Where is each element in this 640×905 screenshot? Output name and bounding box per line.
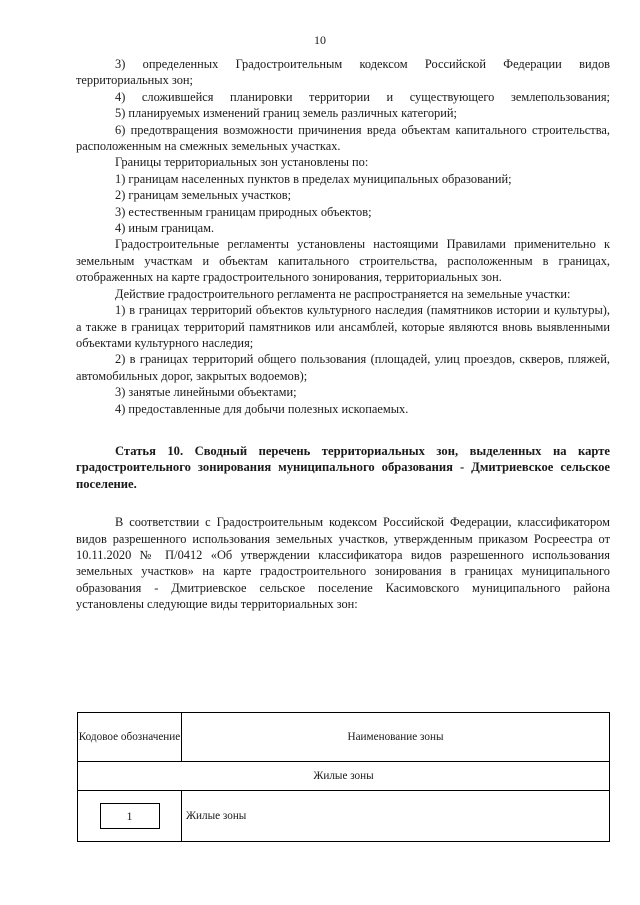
- zone-name-cell: Жилые зоны: [182, 791, 610, 842]
- paragraph: 4) предоставленные для добычи полезных ископаемых.: [115, 401, 409, 416]
- document-body: [76, 56, 610, 613]
- paragraph: 3) определенных Градостроительным кодексом Российской Федерации видов территориальных зон;: [76, 57, 610, 88]
- header-name-cell: Наименование зоны: [182, 713, 610, 762]
- paragraph: Действие градостроительного регламента не распространяется на земельные участки:: [115, 286, 571, 301]
- paragraph: 4) иным границам.: [115, 221, 215, 236]
- zone-code-cell: [78, 791, 182, 842]
- paragraph: 5) планируемых изменений границ земель различных категорий;: [115, 106, 457, 121]
- paragraph: 2) границам земельных участков;: [115, 188, 292, 203]
- paragraph: 6) предотвращения возможности причинения вреда объектам капитального строительства, расположенным на смежных земельных участках.: [76, 122, 610, 154]
- paragraph: 4) сложившейся планировки территории и существующего землепользования;: [115, 89, 610, 104]
- table-row: [78, 791, 610, 842]
- zone-code-box: 1: [100, 803, 160, 829]
- section-title-cell: Жилые зоны: [78, 762, 610, 791]
- paragraph: 1) границам населенных пунктов в пределах муниципальных образований;: [115, 171, 512, 186]
- intro-paragraph: В соответствии с Градостроительным кодексом Российской Федерации, классификатором видов разрешенного использования земельных участков, утвержденным приказом Росреестра от 10.11.2020 № П/0412 «Об утверждении классификатора видов разрешенного использования земельных участков» на карте градостроительного зонирования в границах муниципального образования - Дмитриевское сельское поселение Касимовского муниципального района установлены следующие виды территориальных зон:: [76, 515, 610, 612]
- zones-table: [77, 712, 610, 842]
- paragraph: 3) естественным границам природных объектов;: [115, 204, 372, 219]
- paragraph: 1) в границах территорий объектов культурного наследия (памятников истории и культуры), а также в границах территорий памятников или ансамблей, которые являются вновь выявленными объектами культурного наследия;: [76, 303, 610, 350]
- paragraph: Градостроительные регламенты установлены настоящими Правилами применительно к земельным участкам и объектам капитального строительства, расположенным в границах, отображенных на карте градостроительного зонирования, территориальных зон.: [76, 237, 610, 285]
- paragraph: 3) занятые линейными объектами;: [115, 385, 297, 400]
- table-header-row: [78, 713, 610, 762]
- article-heading: Статья 10. Сводный перечень территориальных зон, выделенных на карте градостроительного зонирования муниципального образования - Дмитриевское сельское поселение.: [76, 443, 610, 491]
- header-code-cell: Кодовое обозначение: [78, 713, 182, 762]
- paragraph: 2) в границах территорий общего пользования (площадей, улиц проездов, скверов, пляжей, автомобильных дорог, закрытых водоемов);: [76, 352, 610, 383]
- paragraph: Границы территориальных зон установлены по:: [115, 155, 369, 170]
- table-section-row: [78, 762, 610, 791]
- page-number: 10: [314, 33, 326, 47]
